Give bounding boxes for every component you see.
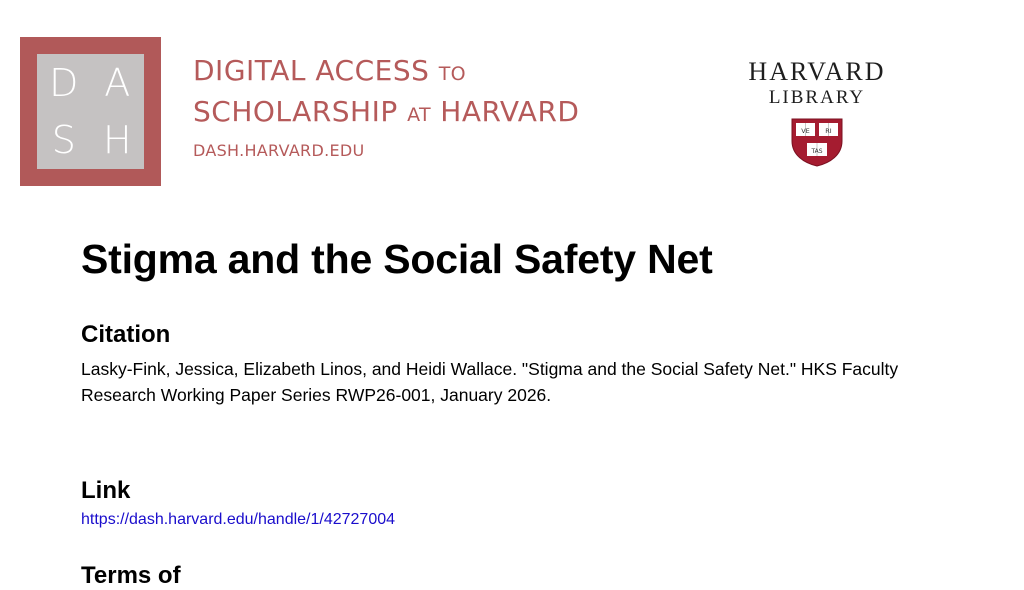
harvard-library-logo bbox=[712, 58, 922, 167]
terms-heading: Terms of bbox=[81, 562, 181, 589]
dash-logo-grid bbox=[37, 54, 144, 169]
handle-link[interactable]: https://dash.harvard.edu/handle/1/42727004 bbox=[81, 511, 396, 528]
library-wordmark: LIBRARY bbox=[768, 87, 866, 108]
dash-line1-main: DIGITAL ACCESS bbox=[193, 54, 430, 87]
dash-line2-end: HARVARD bbox=[440, 95, 580, 128]
harvard-wordmark: HARVARD bbox=[748, 57, 886, 86]
dash-letter-s: S bbox=[51, 118, 76, 163]
citation-text: Lasky-Fink, Jessica, Elizabeth Linos, and Heidi Wallace. "Stigma and the Social Safety Net." HKS Faculty Research Working Paper Series RWP26-001, January 2026. bbox=[81, 359, 899, 405]
shield-text-ve: VE bbox=[801, 127, 810, 135]
dash-line1-small: TO bbox=[438, 63, 466, 85]
dash-letter-h: H bbox=[102, 118, 132, 163]
shield-text-ri: RI bbox=[825, 127, 832, 135]
shield-text-tas: TAS bbox=[811, 148, 823, 155]
dash-wordmark-line1 bbox=[193, 52, 579, 93]
harvard-shield-icon bbox=[790, 117, 844, 167]
dash-wordmark bbox=[193, 52, 579, 160]
document-title: Stigma and the Social Safety Net bbox=[81, 236, 713, 282]
dash-logo bbox=[20, 37, 161, 186]
dash-letter-a: A bbox=[104, 60, 131, 105]
dash-url: DASH.HARVARD.EDU bbox=[193, 141, 365, 160]
dash-wordmark-line2 bbox=[193, 93, 579, 134]
link-heading: Link bbox=[81, 477, 131, 504]
dash-line2-main: SCHOLARSHIP bbox=[193, 95, 398, 128]
dash-line2-small: AT bbox=[407, 104, 431, 126]
citation-heading: Citation bbox=[81, 321, 171, 348]
dash-letter-d: D bbox=[49, 60, 79, 105]
